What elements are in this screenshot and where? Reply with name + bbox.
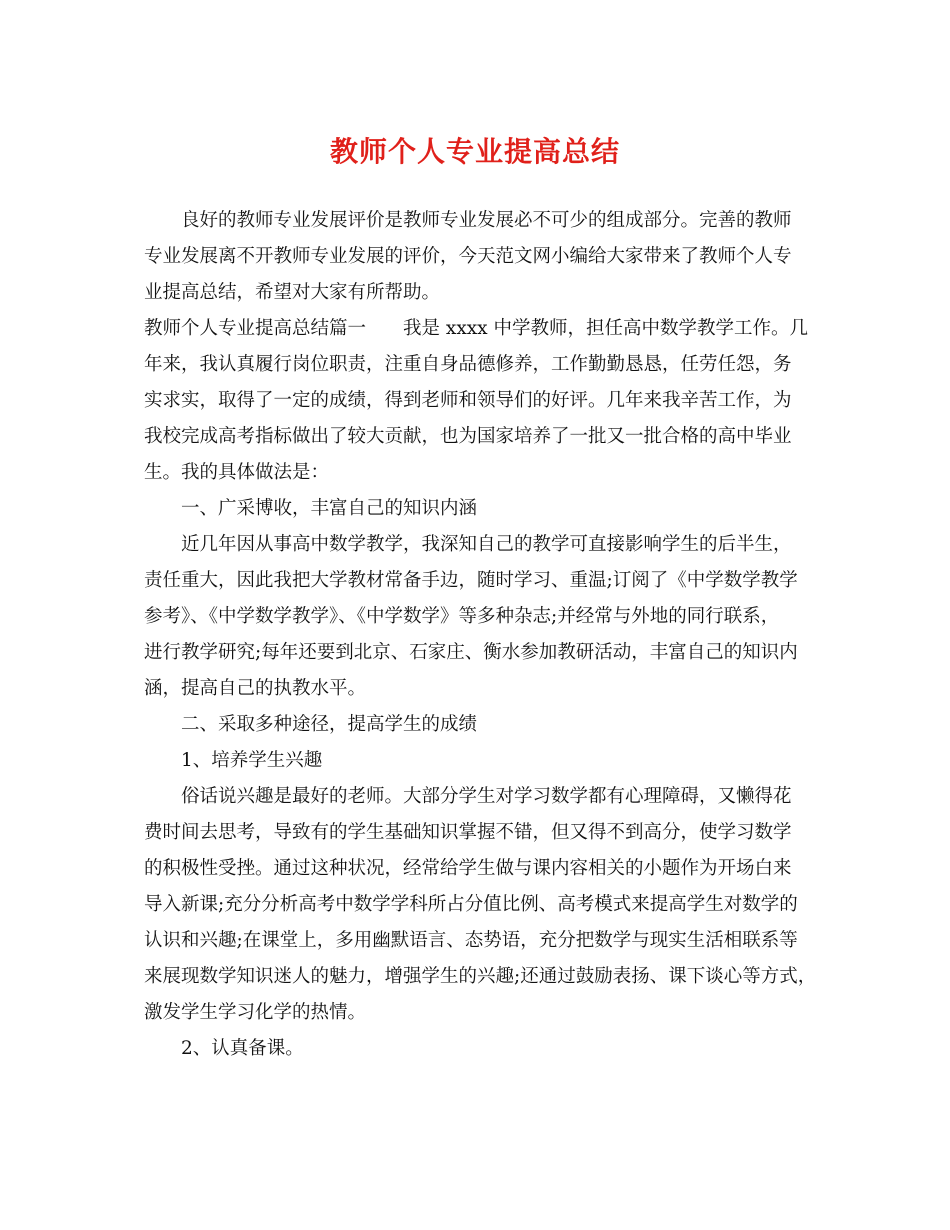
body-line: 认识和兴趣;在课堂上，多用幽默语言、态势语，充分把数学与现实生活相联系等 — [144, 930, 798, 951]
document-title: 教师个人专业提高总结 — [329, 135, 620, 168]
body-line: 近几年因从事高中数学教学，我深知自己的教学可直接影响学生的后半生， — [181, 534, 792, 555]
body-line: 涵，提高自己的执教水平。 — [144, 678, 367, 699]
body-line: 参考》、《中学数学教学》、《中学数学》等多种杂志;并经常与外地的同行联系， — [144, 606, 780, 627]
body-line: 良好的教师专业发展评价是教师专业发展必不可少的组成部分。完善的教师 — [181, 210, 792, 231]
body-line: 进行教学研究;每年还要到北京、石家庄、衡水参加教研活动，丰富自己的知识内 — [144, 642, 798, 663]
body-line: 俗话说兴趣是最好的老师。大部分学生对学习数学都有心理障碍，又懒得花 — [181, 786, 792, 807]
body-line: 业提高总结，希望对大家有所帮助。 — [144, 282, 441, 303]
body-line: 年来，我认真履行岗位职责，注重自身品德修养，工作勤勤恳恳，任劳任怨，务 — [144, 354, 792, 375]
section-heading: 一、广采博收，丰富自己的知识内涵 — [181, 498, 478, 519]
body-line: 生。我的具体做法是： — [144, 462, 330, 483]
subsection-heading: 2、认真备课。 — [181, 1038, 304, 1059]
body-line: 责任重大，因此我把大学教材常备手边，随时学习、重温;订阅了《中学数学教学 — [144, 570, 798, 591]
body-line: 激发学生学习化学的热情。 — [144, 1002, 367, 1023]
body-line: 导入新课;充分分析高考中数学学科所占分值比例、高考模式来提高学生对数学的 — [144, 894, 798, 915]
body-line: 我校完成高考指标做出了较大贡献，也为国家培养了一批又一批合格的高中毕业 — [144, 426, 792, 447]
section-heading: 二、采取多种途径，提高学生的成绩 — [181, 714, 478, 735]
body-line: 费时间去思考，导致有的学生基础知识掌握不错，但又得不到高分，使学习数学 — [144, 822, 792, 843]
subsection-heading: 1、培养学生兴趣 — [181, 750, 323, 771]
body-line: 来展现数学知识迷人的魅力，增强学生的兴趣;还通过鼓励表扬、课下谈心等方式， — [144, 966, 817, 987]
body-line: 的积极性受挫。通过这种状况，经常给学生做与课内容相关的小题作为开场白来 — [144, 858, 792, 879]
body-line: 实求实，取得了一定的成绩，得到老师和领导们的好评。几年来我辛苦工作，为 — [144, 390, 792, 411]
body-line: 专业发展离不开教师专业发展的评价，今天范文网小编给大家带来了教师个人专 — [144, 246, 792, 267]
body-line: 教师个人专业提高总结篇一 我是 xxxx 中学教师，担任高中数学教学工作。几 — [144, 318, 808, 339]
